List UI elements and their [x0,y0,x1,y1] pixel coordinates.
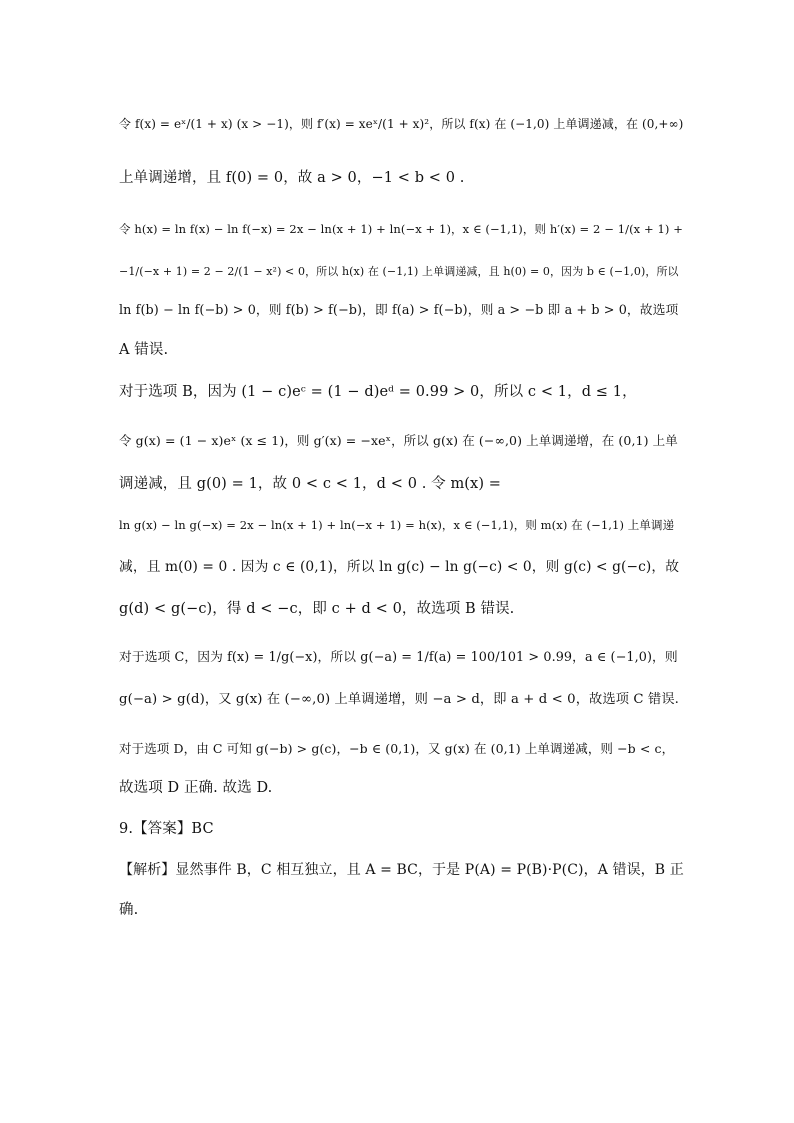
text-line: 对于选项 C，因为 f(x) = 1/g(−x)，所以 g(−a) = 1/f(a) = 100/101 > 0.99，a ∈ (−1,0)，则 [119,650,678,665]
text-line: g(d) < g(−c)，得 d < −c，即 c + d < 0，故选项 B 错误. [119,601,515,617]
text-line: A 错误. [119,342,169,358]
text-line: 对于选项 D，由 C 可知 g(−b) > g(c)，−b ∈ (0,1)，又 g(x) 在 (0,1) 上单调递减，则 −b < c， [119,741,675,756]
text-line: 令 f(x) = eˣ/(1 + x) (x > −1)，则 f′(x) = xeˣ/(1 + x)²，所以 f(x) 在 (−1,0) 上单调递减，在 (0,+∞) [119,117,684,131]
text-line: ln g(x) − ln g(−x) = 2x − ln(x + 1) + ln(−x + 1) = h(x)，x ∈ (−1,1)，则 m(x) 在 (−1,1) 上单调递 [119,518,675,532]
text-line: 【解析】显然事件 B，C 相互独立，且 A = BC，于是 P(A) = P(B)·P(C)，A 错误，B 正 [119,862,684,878]
text-line: 令 h(x) = ln f(x) − ln f(−x) = 2x − ln(x + 1) + ln(−x + 1)，x ∈ (−1,1)，则 h′(x) = 2 − 1/(x + 1) + [119,222,684,236]
text-line: 确. [119,902,139,918]
text-line: 上单调递增，且 f(0) = 0，故 a > 0，−1 < b < 0 . [119,170,465,186]
answer-heading: 9.【答案】BC [119,821,214,837]
text-line: 令 g(x) = (1 − x)eˣ (x ≤ 1)，则 g′(x) = −xeˣ，所以 g(x) 在 (−∞,0) 上单调递增，在 (0,1) 上单 [119,433,678,448]
text-line: 减，且 m(0) = 0 . 因为 c ∈ (0,1)，所以 ln g(c) − ln g(−c) < 0，则 g(c) < g(−c)，故 [119,559,680,575]
text-line: g(−a) > g(d)，又 g(x) 在 (−∞,0) 上单调递增，则 −a > d，即 a + d < 0，故选项 C 错误. [119,692,679,707]
text-line: 故选项 D 正确. 故选 D. [119,780,273,796]
text-line: 调递减，且 g(0) = 1，故 0 < c < 1，d < 0 . 令 m(x) = [119,476,502,492]
text-line: 对于选项 B，因为 (1 − c)eᶜ = (1 − d)eᵈ = 0.99 > 0，所以 c < 1，d ≤ 1， [119,384,637,400]
text-line: ln f(b) − ln f(−b) > 0，则 f(b) > f(−b)，即 f(a) > f(−b)，则 a > −b 即 a + b > 0，故选项 [119,303,679,318]
text-line: −1/(−x + 1) = 2 − 2/(1 − x²) < 0，所以 h(x) 在 (−1,1) 上单调递减，且 h(0) = 0，因为 b ∈ (−1,0)，所以 [119,265,679,278]
